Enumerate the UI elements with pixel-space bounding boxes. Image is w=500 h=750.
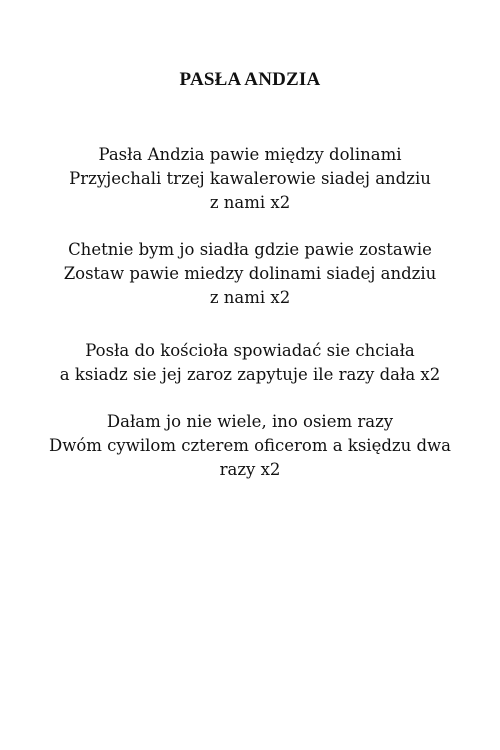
stanza-2-line-3: z nami x2 xyxy=(209,288,291,307)
stanza-4-line-3: razy x2 xyxy=(219,460,281,479)
stanza-2-line-2: Zostaw pawie miedzy dolinami siadej andziu xyxy=(63,264,437,283)
stanza-1-line-3: z nami x2 xyxy=(209,193,291,212)
stanza-1-line-1: Pasła Andzia pawie między dolinami xyxy=(98,145,402,164)
stanza-4-line-1: Dałam jo nie wiele, ino osiem razy xyxy=(106,412,394,431)
stanza-2-line-1: Chetnie bym jo siadła gdzie pawie zostawie xyxy=(68,240,432,259)
stanza-3-line-1: Posła do kościoła spowiadać sie chciała xyxy=(85,341,415,360)
stanza-4 xyxy=(20,410,480,482)
stanza-1 xyxy=(20,143,480,215)
stanza-3 xyxy=(20,339,480,387)
song-title: PASŁA ANDZIA xyxy=(179,69,321,90)
stanza-3-line-2: a ksiadz sie jej zaroz zapytuje ile razy dała x2 xyxy=(59,365,441,384)
stanza-4-line-2: Dwóm cywilom czterem oficerom a księdzu dwa xyxy=(48,436,451,455)
stanza-1-line-2: Przyjechali trzej kawalerowie siadej andziu xyxy=(69,169,431,188)
stanza-2 xyxy=(20,238,480,310)
